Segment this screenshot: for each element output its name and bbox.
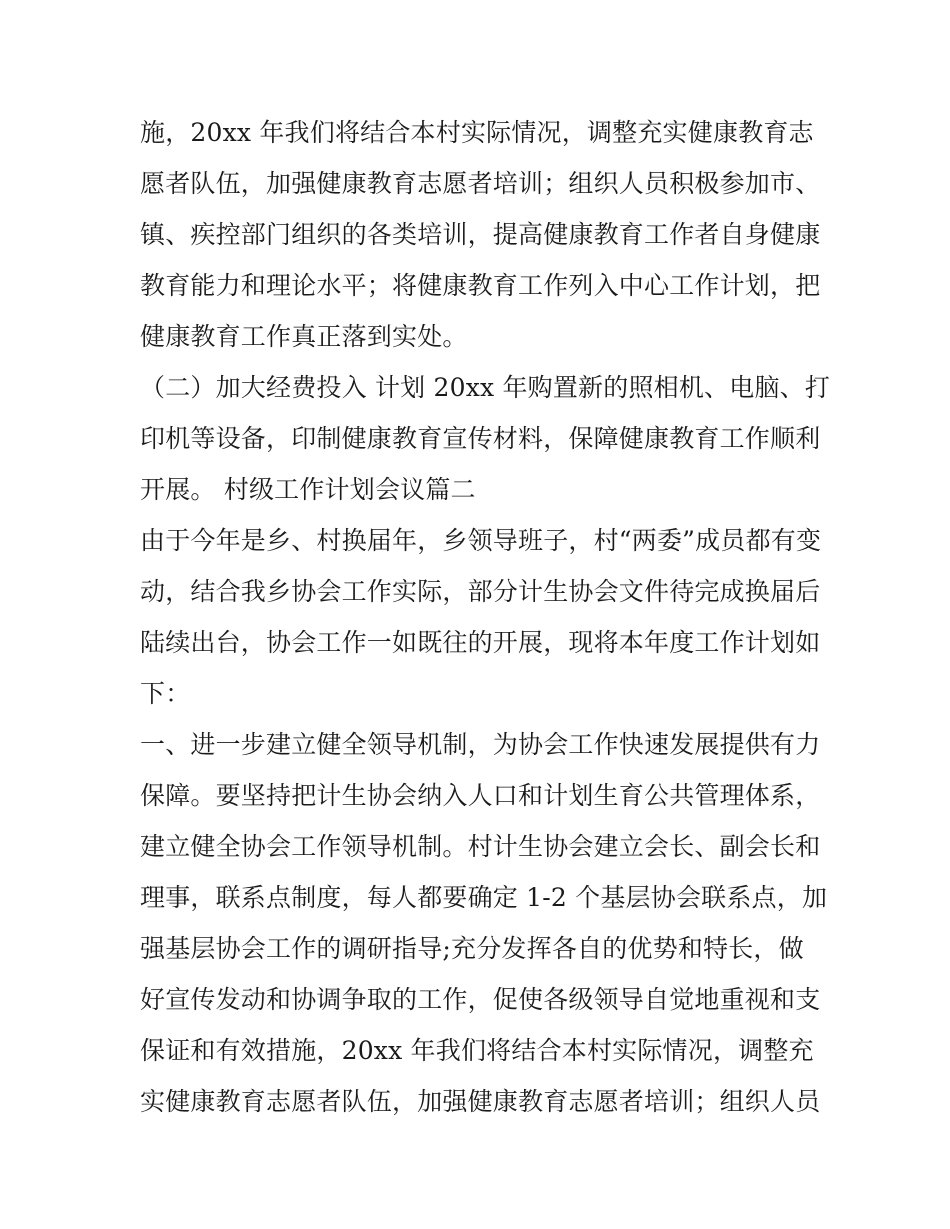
document-body — [140, 107, 831, 1127]
text-line: 一、进一步建立健全领导机制，为协会工作快速发展提供有力 — [140, 730, 821, 759]
text-line: 保证和有效措施，20xx 年我们将结合本村实际情况，调整充 — [140, 1036, 814, 1065]
text-line: 实健康教育志愿者队伍，加强健康教育志愿者培训；组织人员 — [140, 1087, 821, 1116]
text-line: 施，20xx 年我们将结合本村实际情况，调整充实健康教育志 — [140, 118, 814, 147]
text-line: 强基层协会工作的调研指导;充分发挥各自的优势和特长，做 — [140, 934, 804, 963]
text-line: 陆续出台，协会工作一如既往的开展，现将本年度工作计划如 — [140, 628, 821, 657]
text-line: 建立健全协会工作领导机制。村计生协会建立会长、副会长和 — [140, 832, 821, 861]
text-line: 保障。要坚持把计生协会纳入人口和计划生育公共管理体系， — [140, 781, 821, 810]
text-line: 下： — [140, 679, 191, 708]
text-line: 愿者队伍，加强健康教育志愿者培训；组织人员积极参加市、 — [140, 169, 821, 198]
text-line: 镇、疾控部门组织的各类培训，提高健康教育工作者自身健康 — [140, 220, 821, 249]
text-line: 动，结合我乡协会工作实际，部分计生协会文件待完成换届后 — [140, 577, 821, 606]
text-line: 教育能力和理论水平；将健康教育工作列入中心工作计划，把 — [140, 271, 821, 300]
text-line: 好宣传发动和协调争取的工作，促使各级领导自觉地重视和支 — [140, 985, 821, 1014]
text-line: （二）加大经费投入 计划 20xx 年购置新的照相机、电脑、打 — [140, 373, 831, 402]
text-line: 由于今年是乡、村换届年，乡领导班子，村“两委”成员都有变 — [140, 526, 822, 555]
text-line: 理事，联系点制度，每人都要确定 1-2 个基层协会联系点，加 — [140, 883, 828, 912]
text-line: 开展。 村级工作计划会议篇二 — [140, 475, 476, 504]
text-line: 健康教育工作真正落到实处。 — [140, 322, 468, 351]
text-line: 印机等设备，印制健康教育宣传材料，保障健康教育工作顺利 — [140, 424, 821, 453]
